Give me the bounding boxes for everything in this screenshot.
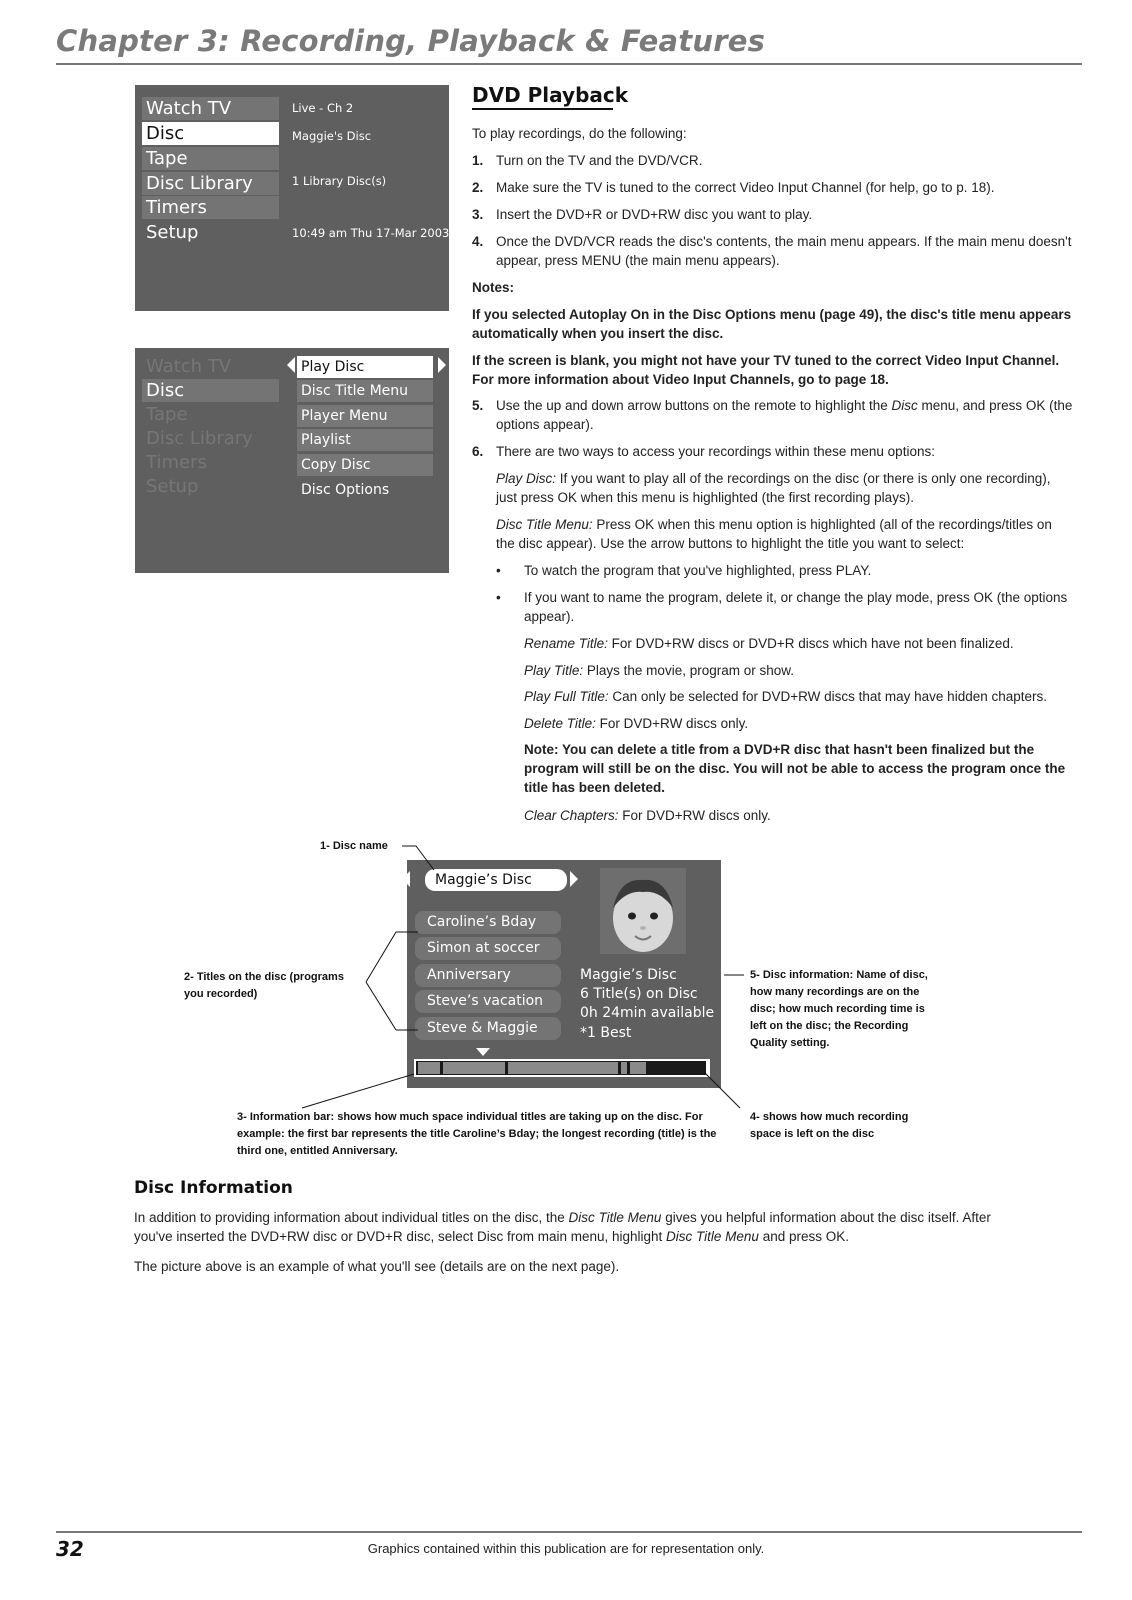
title-item[interactable]: Steve’s vacation (415, 990, 561, 1013)
step-number: 2. (472, 180, 484, 195)
play-title-option: Play Title: Plays the movie, program or show. (524, 663, 794, 678)
disc-information-paragraph: In addition to providing information about individual titles on the disc, the Disc Title Menu gives you helpful information about the disc itself. After you've inserted the DVD+RW disc or DVD+R disc, select Disc from main menu, highlight Disc Title Menu and press OK. (134, 1210, 991, 1244)
note-autoplay: If you selected Autoplay On in the Disc Options menu (page 49), the disc's title menu appears automatically when you insert the disc. (472, 307, 1072, 341)
step-number: 4. (472, 234, 484, 249)
submenu-play-disc[interactable]: Play Disc (297, 356, 433, 378)
bullet-icon: • (496, 563, 501, 578)
annotation-information-bar: 3- Information bar: shows how much space individual titles are taking up on the disc. For example: the first bar represents the title Caroline’s Bday; the longest recording (title) is the third one, entitled Anniversary. (237, 1111, 717, 1157)
submenu-player-menu[interactable]: Player Menu (297, 405, 433, 427)
clear-chapters-option: Clear Chapters: For DVD+RW discs only. (524, 808, 771, 823)
disc-information-note: The picture above is an example of what you'll see (details are on the next page). (134, 1259, 620, 1274)
submenu-copy-disc[interactable]: Copy Disc (297, 454, 433, 476)
bullet-icon: • (496, 590, 501, 605)
disc-info-titles: 6 Title(s) on Disc (580, 986, 698, 1002)
submenu-playlist[interactable]: Playlist (297, 429, 433, 451)
disc-info-time: 0h 24min available (580, 1005, 715, 1021)
submenu-disc-title-menu[interactable]: Disc Title Menu (297, 380, 433, 402)
title-item[interactable]: Anniversary (415, 964, 561, 987)
note-delete: Note: You can delete a title from a DVD+R disc that hasn't been finalized but the program will still be on the disc. You will not be able to access the program once the title has been deleted. (524, 742, 1066, 795)
menu-item-tape[interactable]: Tape (142, 147, 279, 170)
step-number: 5. (472, 398, 484, 413)
title-item[interactable]: Steve & Maggie (415, 1017, 561, 1040)
disc-title-menu-description: Disc Title Menu: Press OK when this menu option is highlighted (all of the recordings/titles on the disc appear). Use the arrow buttons to highlight the title you want to select: (496, 517, 1052, 551)
step-text: There are two ways to access your recordings within these menu options: (496, 444, 935, 459)
footer-rule (56, 1531, 1082, 1533)
menu-item-disc[interactable]: Disc (142, 122, 279, 145)
step-text: Once the DVD/VCR reads the disc's contents, the main menu appears. If the main menu doesn't appear, press MENU (the main menu appears). (496, 234, 1072, 268)
info-clock: 10:49 am Thu 17-Mar 2003 (292, 226, 450, 240)
info-disc-name: Maggie's Disc (292, 129, 372, 143)
info-library-count: 1 Library Disc(s) (292, 174, 387, 188)
menu-item-timers[interactable]: Timers (146, 452, 207, 473)
disc-information-title: Disc Information (134, 1178, 293, 1198)
menu-item-setup[interactable]: Setup (146, 222, 199, 243)
delete-title-option: Delete Title: For DVD+RW discs only. (524, 716, 749, 731)
title-item[interactable]: Simon at soccer (415, 937, 561, 960)
step-number: 6. (472, 444, 484, 459)
disc-info-quality: *1 Best (580, 1025, 632, 1041)
submenu-disc-options[interactable]: Disc Options (301, 482, 390, 498)
note-blank-screen: If the screen is blank, you might not have your TV tuned to the correct Video Input Channel. For more information about Video Input Channels, go to page 18. (472, 353, 1060, 387)
step-number: 3. (472, 207, 484, 222)
play-full-title-option: Play Full Title: Can only be selected for DVD+RW discs that may have hidden chapters. (524, 689, 1048, 704)
notes-label: Notes: (472, 280, 515, 295)
bullet-text: To watch the program that you've highlighted, press PLAY. (524, 563, 872, 578)
annotation-titles: 2- Titles on the disc (programs you recorded) (184, 971, 344, 1000)
menu-item-disc-library[interactable]: Disc Library (142, 172, 279, 195)
chapter-title: Chapter 3: Recording, Playback & Features (56, 24, 766, 58)
info-live-channel: Live - Ch 2 (292, 101, 354, 115)
page-number: 32 (56, 1537, 84, 1561)
annotation-disc-information: 5- Disc information: Name of disc, how many recordings are on the disc; how much recording time is left on the disc; the Recording Quality setting. (750, 969, 928, 1049)
menu-item-watch-tv[interactable]: Watch TV (142, 97, 279, 120)
annotation-space-left: 4- shows how much recording space is left on the disc (750, 1111, 909, 1140)
rename-title-option: Rename Title: For DVD+RW discs or DVD+R discs which have not been finalized. (524, 636, 1014, 651)
step-text: Insert the DVD+R or DVD+RW disc you want to play. (496, 207, 813, 222)
step-text: Turn on the TV and the DVD/VCR. (496, 153, 703, 168)
menu-item-disc-library[interactable]: Disc Library (146, 428, 253, 449)
disc-info-name: Maggie’s Disc (580, 967, 677, 983)
step-text: Use the up and down arrow buttons on the remote to highlight the Disc menu, and press OK (the options appear). (496, 398, 1073, 432)
play-disc-description: Play Disc: If you want to play all of the recordings on the disc (or there is only one recording), just press OK when this menu is highlighted (the first recording plays). (496, 471, 1051, 505)
annotation-disc-name: 1- Disc name (320, 840, 388, 852)
menu-item-timers[interactable]: Timers (142, 196, 279, 219)
step-number: 1. (472, 153, 484, 168)
footer-text: Graphics contained within this publication are for representation only. (367, 1541, 765, 1556)
title-item[interactable]: Caroline’s Bday (415, 911, 561, 934)
step-text: Make sure the TV is tuned to the correct Video Input Channel (for help, go to p. 18). (496, 180, 995, 195)
intro-text: To play recordings, do the following: (472, 126, 687, 141)
section-title: DVD Playback (472, 83, 629, 107)
disc-name-pill[interactable]: Maggie’s Disc (425, 869, 567, 891)
menu-item-watch-tv[interactable]: Watch TV (146, 356, 232, 377)
menu-item-setup[interactable]: Setup (146, 476, 199, 497)
menu-item-disc[interactable]: Disc (142, 379, 279, 402)
bullet-text: If you want to name the program, delete it, or change the play mode, press OK (the options appear). (524, 590, 1068, 624)
menu-item-tape[interactable]: Tape (146, 404, 188, 425)
